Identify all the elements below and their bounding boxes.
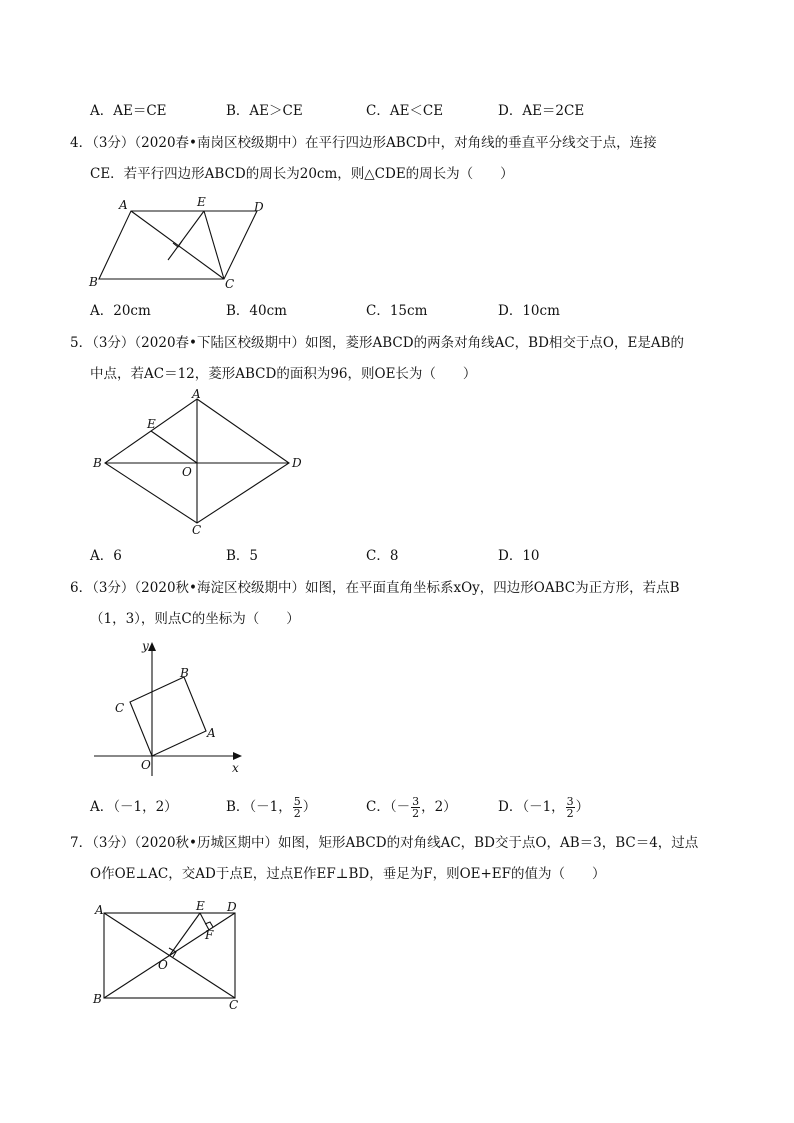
q6-option-d-fraction: [566, 796, 575, 819]
q5-option-b: B．5: [226, 548, 259, 564]
q6-option-d-prefix: D．（－1，: [498, 799, 565, 815]
q6-option-d-numerator: 3: [566, 795, 574, 808]
q6-label-a: A: [207, 726, 216, 740]
q4-option-c: C．15cm: [366, 303, 428, 319]
q6-option-b-numerator: 5: [293, 795, 301, 808]
q6-label-y: y: [142, 639, 149, 653]
q7-label-f: F: [205, 928, 214, 942]
q7-rectangle-figure: [88, 895, 258, 1010]
q3-option-b: B．AE＞CE: [226, 103, 303, 119]
q7-stem-line1: 7．（3分）（2020秋•历城区期中）如图，矩形ABCD的对角线AC，BD交于点O，AB＝3，BC＝4，过点: [70, 835, 699, 851]
q7-label-d: D: [227, 900, 237, 914]
q6-x-axis-arrow: [233, 752, 242, 760]
q6-option-c-numerator: 3: [412, 795, 420, 808]
q7-segment-oe: [170, 913, 201, 956]
q4-label-e: E: [197, 195, 206, 209]
q6-option-c-prefix: C．（－: [366, 799, 411, 815]
q5-option-a: A．6: [90, 548, 122, 564]
q7-label-o: O: [158, 958, 168, 972]
q6-option-b-denominator: 2: [293, 807, 301, 820]
q7-label-c: C: [229, 998, 239, 1010]
q4-diagonal-ac: [131, 211, 224, 279]
q6-square-oabc: [130, 677, 206, 756]
q5-option-c: C．8: [366, 548, 399, 564]
q4-label-c: C: [225, 277, 235, 291]
q5-label-e: E: [147, 417, 156, 431]
q6-option-d: [498, 790, 589, 824]
q4-option-d: D．10cm: [498, 303, 560, 319]
q5-label-d: D: [292, 456, 302, 470]
q4-label-d: D: [254, 200, 264, 214]
q7-label-b: B: [93, 992, 102, 1006]
q5-stem-line2: 中点，若AC＝12，菱形ABCD的面积为96，则OE长为（ ）: [90, 366, 477, 382]
q4-option-b: B．40cm: [226, 303, 287, 319]
q5-segment-oe: [151, 431, 197, 463]
q7-stem-line2: O作OE⊥AC，交AD于点E，过点E作EF⊥BD，垂足为F，则OE+EF的值为（ ）: [90, 866, 606, 882]
q4-segment-ce: [204, 211, 224, 279]
q6-option-c-fraction: [411, 796, 420, 819]
q4-label-b: B: [89, 275, 98, 289]
q5-label-o: O: [182, 465, 192, 479]
q6-option-d-denominator: 2: [566, 807, 574, 820]
q6-y-axis-arrow: [148, 642, 156, 651]
q5-label-c: C: [192, 523, 202, 537]
q5-stem-line1: 5．（3分）（2020春•下陆区校级期中）如图，菱形ABCD的两条对角线AC，BD相交于点O，E是AB的: [70, 335, 684, 351]
q7-label-e: E: [196, 899, 205, 913]
q6-option-c-suffix: ，2）: [421, 799, 457, 815]
q6-option-b-fraction: [293, 796, 302, 819]
q6-option-b-suffix: ）: [302, 799, 317, 815]
q6-stem-line1: 6．（3分）（2020秋•海淀区校级期中）如图，在平面直角坐标系xOy，四边形OABC为正方形，若点B: [70, 580, 680, 596]
q7-label-a: A: [95, 903, 104, 917]
q4-label-a: A: [119, 198, 128, 212]
q6-label-b: B: [180, 666, 189, 680]
q5-option-d: D．10: [498, 548, 540, 564]
q3-option-a: A．AE＝CE: [90, 103, 167, 119]
q4-stem-line1: 4．（3分）（2020春•南岗区校级期中）在平行四边形ABCD中，对角线的垂直平分线交于点，连接: [70, 135, 657, 151]
q4-option-a: A．20cm: [90, 303, 151, 319]
q6-option-a: A．（－1，2）: [90, 799, 178, 815]
q6-option-c: [366, 790, 457, 824]
q5-label-b: B: [93, 456, 102, 470]
q6-option-c-denominator: 2: [412, 807, 420, 820]
q6-label-c: C: [115, 701, 125, 715]
q6-option-b-prefix: B．（－1，: [226, 799, 292, 815]
q4-parallelogram-figure: [80, 190, 280, 296]
q6-stem-line2: （1，3），则点C的坐标为（ ）: [90, 611, 300, 627]
q6-label-x: x: [232, 761, 239, 775]
q5-rhombus-figure: [85, 385, 315, 537]
q6-option-d-suffix: ）: [575, 799, 590, 815]
q4-stem-line2: CE．若平行四边形ABCD的周长为20cm，则△CDE的周长为（ ）: [90, 166, 514, 182]
q4-perpendicular-bisector: [168, 211, 204, 260]
q5-label-a: A: [192, 387, 201, 401]
q6-option-b: [226, 790, 316, 824]
q3-option-c: C．AE＜CE: [366, 103, 444, 119]
q6-label-o: O: [141, 758, 151, 772]
q3-option-d: D．AE＝2CE: [498, 103, 585, 119]
q6-coordinate-figure: [90, 635, 250, 780]
